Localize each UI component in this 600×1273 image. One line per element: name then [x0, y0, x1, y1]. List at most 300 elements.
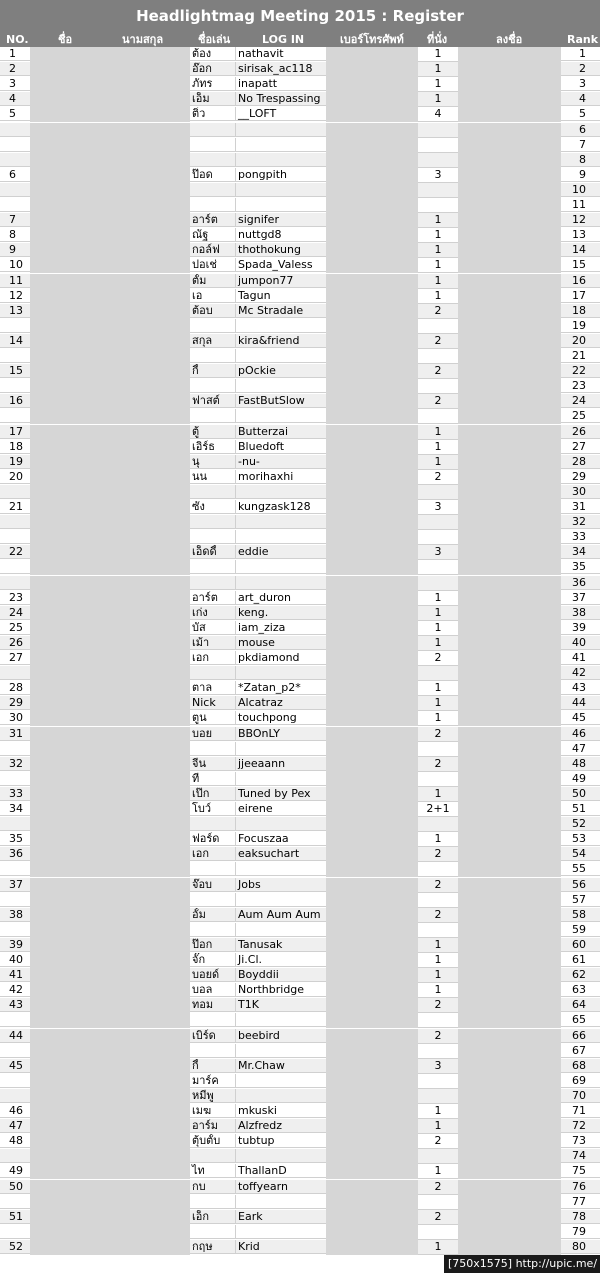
table-row: [0, 77, 600, 92]
seats-cell: [418, 1044, 458, 1059]
table-row: [0, 183, 600, 198]
phone-cell: [326, 349, 418, 364]
login-cell: [236, 742, 326, 756]
seats-cell: [418, 530, 458, 545]
phone-cell: [326, 530, 418, 545]
row-number-cell: 50: [0, 1180, 30, 1194]
row-number-cell: [0, 742, 30, 756]
seats-cell: 1: [418, 228, 458, 243]
nickname-cell: มาร์ค: [190, 1074, 236, 1088]
login-cell: jjeeaann: [236, 757, 326, 771]
name-cell: [30, 560, 190, 575]
sign-cell: [458, 77, 561, 92]
row-number-cell: 20: [0, 470, 30, 484]
seats-cell: [418, 379, 458, 394]
seats-cell: [418, 817, 458, 832]
name-cell: [30, 787, 190, 802]
phone-cell: [326, 500, 418, 515]
table-row: [0, 47, 600, 62]
seats-cell: [418, 485, 458, 500]
sign-cell: [458, 1240, 561, 1255]
rank-cell: 54: [561, 847, 600, 861]
sign-cell: [458, 832, 561, 847]
phone-cell: [326, 62, 418, 77]
login-cell: mouse: [236, 636, 326, 650]
phone-cell: [326, 138, 418, 153]
nickname-cell: ที: [190, 772, 236, 786]
phone-cell: [326, 666, 418, 681]
row-number-cell: 28: [0, 681, 30, 695]
name-cell: [30, 379, 190, 394]
nickname-cell: เอ็ดดี้: [190, 545, 236, 559]
table-row: [0, 168, 600, 183]
rank-cell: 80: [561, 1240, 600, 1254]
login-cell: Bluedoft: [236, 440, 326, 454]
seats-cell: [418, 183, 458, 198]
rank-cell: 46: [561, 727, 600, 741]
nickname-cell: อั้ม: [190, 908, 236, 922]
phone-cell: [326, 847, 418, 862]
sign-cell: [458, 258, 561, 273]
nickname-cell: ทอม: [190, 998, 236, 1012]
name-cell: [30, 258, 190, 273]
rank-cell: 52: [561, 817, 600, 831]
rank-cell: 15: [561, 258, 600, 272]
name-cell: [30, 711, 190, 726]
table-row: [0, 1180, 600, 1195]
phone-cell: [326, 878, 418, 893]
sign-cell: [458, 636, 561, 651]
phone-cell: [326, 1225, 418, 1240]
nickname-cell: [190, 1195, 236, 1209]
table-row: [0, 847, 600, 862]
name-cell: [30, 1044, 190, 1059]
nickname-cell: ตูน: [190, 711, 236, 725]
row-number-cell: 3: [0, 77, 30, 91]
sign-cell: [458, 409, 561, 424]
seats-cell: 1: [418, 455, 458, 470]
name-cell: [30, 862, 190, 877]
name-cell: [30, 500, 190, 515]
row-number-cell: 44: [0, 1029, 30, 1043]
rank-cell: 71: [561, 1104, 600, 1118]
sign-cell: [458, 1119, 561, 1134]
sign-cell: [458, 274, 561, 289]
rank-cell: 2: [561, 62, 600, 76]
row-number-cell: [0, 1089, 30, 1103]
phone-cell: [326, 515, 418, 530]
rank-cell: 11: [561, 198, 600, 212]
login-cell: touchpong: [236, 711, 326, 725]
row-number-cell: 10: [0, 258, 30, 272]
phone-cell: [326, 1059, 418, 1074]
name-cell: [30, 1029, 190, 1044]
sign-cell: [458, 847, 561, 862]
nickname-cell: จ๊อบ: [190, 878, 236, 892]
sign-cell: [458, 1210, 561, 1225]
seats-cell: 1: [418, 621, 458, 636]
table-row: [0, 742, 600, 757]
phone-cell: [326, 893, 418, 908]
login-cell: kungzask128: [236, 500, 326, 514]
login-cell: Boyddii: [236, 968, 326, 982]
phone-cell: [326, 289, 418, 304]
row-number-cell: [0, 409, 30, 423]
phone-cell: [326, 1013, 418, 1028]
login-cell: [236, 379, 326, 393]
phone-cell: [326, 545, 418, 560]
rank-cell: 50: [561, 787, 600, 801]
nickname-cell: เอิร์ธ: [190, 440, 236, 454]
row-number-cell: [0, 123, 30, 137]
name-cell: [30, 289, 190, 304]
login-cell: mkuski: [236, 1104, 326, 1118]
row-number-cell: 12: [0, 289, 30, 303]
seats-cell: 2: [418, 727, 458, 742]
seats-cell: 1: [418, 953, 458, 968]
rank-cell: 56: [561, 878, 600, 892]
sign-cell: [458, 983, 561, 998]
sign-cell: [458, 1044, 561, 1059]
login-cell: Butterzai: [236, 425, 326, 439]
row-number-cell: 2: [0, 62, 30, 76]
row-number-cell: [0, 666, 30, 680]
seats-cell: 2: [418, 651, 458, 666]
name-cell: [30, 666, 190, 681]
nickname-cell: บอล: [190, 983, 236, 997]
sign-cell: [458, 153, 561, 168]
row-number-cell: 34: [0, 802, 30, 816]
name-cell: [30, 62, 190, 77]
login-cell: [236, 1225, 326, 1239]
login-cell: Tanusak: [236, 938, 326, 952]
table-row: [0, 379, 600, 394]
seats-cell: 2+1: [418, 802, 458, 817]
row-number-cell: [0, 319, 30, 333]
name-cell: [30, 576, 190, 591]
sign-cell: [458, 379, 561, 394]
name-cell: [30, 319, 190, 334]
rank-cell: 44: [561, 696, 600, 710]
row-number-cell: 32: [0, 757, 30, 771]
phone-cell: [326, 168, 418, 183]
rank-cell: 40: [561, 636, 600, 650]
rank-cell: 29: [561, 470, 600, 484]
sign-cell: [458, 666, 561, 681]
phone-cell: [326, 742, 418, 757]
header-login: LOG IN: [262, 33, 305, 46]
seats-cell: 1: [418, 1240, 458, 1255]
sign-cell: [458, 968, 561, 983]
rank-cell: 67: [561, 1044, 600, 1058]
table-row: [0, 289, 600, 304]
name-cell: [30, 77, 190, 92]
nickname-cell: จีน: [190, 757, 236, 771]
nickname-cell: ตู้: [190, 425, 236, 439]
table-row: [0, 1029, 600, 1044]
table-row: [0, 409, 600, 424]
seats-cell: [418, 153, 458, 168]
phone-cell: [326, 908, 418, 923]
sign-cell: [458, 1180, 561, 1195]
name-cell: [30, 893, 190, 908]
nickname-cell: [190, 862, 236, 876]
seats-cell: 1: [418, 696, 458, 711]
name-cell: [30, 772, 190, 787]
phone-cell: [326, 485, 418, 500]
phone-cell: [326, 213, 418, 228]
rank-cell: 5: [561, 107, 600, 121]
phone-cell: [326, 817, 418, 832]
rank-cell: 57: [561, 893, 600, 907]
sign-cell: [458, 1029, 561, 1044]
seats-cell: 1: [418, 62, 458, 77]
login-cell: kira&friend: [236, 334, 326, 348]
sign-cell: [458, 1149, 561, 1164]
phone-cell: [326, 394, 418, 409]
table-row: [0, 455, 600, 470]
table-row: [0, 1195, 600, 1210]
row-number-cell: 26: [0, 636, 30, 650]
rank-cell: 63: [561, 983, 600, 997]
login-cell: [236, 138, 326, 152]
row-number-cell: [0, 576, 30, 590]
sign-cell: [458, 530, 561, 545]
seats-cell: 2: [418, 757, 458, 772]
rank-cell: 72: [561, 1119, 600, 1133]
name-cell: [30, 123, 190, 138]
login-cell: [236, 1044, 326, 1058]
header-rank: Rank: [567, 33, 599, 46]
row-number-cell: [0, 1013, 30, 1027]
table-row: [0, 500, 600, 515]
seats-cell: [418, 409, 458, 424]
table-row: [0, 258, 600, 273]
phone-cell: [326, 107, 418, 122]
seats-cell: 1: [418, 92, 458, 107]
nickname-cell: อาร์ต: [190, 213, 236, 227]
row-number-cell: 8: [0, 228, 30, 242]
login-cell: [236, 198, 326, 212]
phone-cell: [326, 1074, 418, 1089]
table-row: [0, 394, 600, 409]
row-number-cell: 22: [0, 545, 30, 559]
row-number-cell: 1: [0, 47, 30, 61]
nickname-cell: ปอเช่: [190, 258, 236, 272]
table-row: [0, 213, 600, 228]
row-number-cell: 35: [0, 832, 30, 846]
table-row: [0, 606, 600, 621]
rank-cell: 28: [561, 455, 600, 469]
sign-cell: [458, 198, 561, 213]
seats-cell: [418, 560, 458, 575]
name-cell: [30, 1104, 190, 1119]
nickname-cell: [190, 138, 236, 152]
phone-cell: [326, 258, 418, 273]
table-row: [0, 138, 600, 153]
seats-cell: 3: [418, 500, 458, 515]
header-last-name: นามสกุล: [122, 33, 164, 46]
name-cell: [30, 923, 190, 938]
nickname-cell: สกุล: [190, 334, 236, 348]
login-cell: __LOFT: [236, 107, 326, 121]
table-row: [0, 666, 600, 681]
row-number-cell: 7: [0, 213, 30, 227]
rank-cell: 61: [561, 953, 600, 967]
login-cell: [236, 560, 326, 574]
rank-cell: 49: [561, 772, 600, 786]
seats-cell: [418, 198, 458, 213]
name-cell: [30, 1149, 190, 1164]
phone-cell: [326, 77, 418, 92]
name-cell: [30, 530, 190, 545]
name-cell: [30, 228, 190, 243]
phone-cell: [326, 560, 418, 575]
seats-cell: 1: [418, 681, 458, 696]
row-number-cell: 5: [0, 107, 30, 121]
row-number-cell: [0, 183, 30, 197]
nickname-cell: [190, 923, 236, 937]
sign-cell: [458, 1225, 561, 1240]
nickname-cell: หมีพู: [190, 1089, 236, 1103]
sign-cell: [458, 938, 561, 953]
sign-cell: [458, 742, 561, 757]
sign-cell: [458, 681, 561, 696]
nickname-cell: [190, 319, 236, 333]
sign-cell: [458, 334, 561, 349]
name-cell: [30, 696, 190, 711]
name-cell: [30, 485, 190, 500]
sign-cell: [458, 606, 561, 621]
name-cell: [30, 243, 190, 258]
sign-cell: [458, 908, 561, 923]
row-number-cell: 42: [0, 983, 30, 997]
sign-cell: [458, 138, 561, 153]
phone-cell: [326, 1210, 418, 1225]
rank-cell: 14: [561, 243, 600, 257]
nickname-cell: ซัง: [190, 500, 236, 514]
row-number-cell: 13: [0, 304, 30, 318]
nickname-cell: เอ: [190, 289, 236, 303]
row-number-cell: 43: [0, 998, 30, 1012]
table-row: [0, 530, 600, 545]
table-row: [0, 832, 600, 847]
rank-cell: 53: [561, 832, 600, 846]
name-cell: [30, 847, 190, 862]
nickname-cell: ฟาสต์: [190, 394, 236, 408]
seats-cell: [418, 1195, 458, 1210]
seats-cell: 1: [418, 968, 458, 983]
row-number-cell: 49: [0, 1164, 30, 1178]
name-cell: [30, 1240, 190, 1255]
name-cell: [30, 636, 190, 651]
rank-cell: 34: [561, 545, 600, 559]
sign-cell: [458, 92, 561, 107]
rank-cell: 76: [561, 1180, 600, 1194]
seats-cell: [418, 1149, 458, 1164]
rank-cell: 1: [561, 47, 600, 61]
login-cell: ThallanD: [236, 1164, 326, 1178]
sign-cell: [458, 711, 561, 726]
row-number-cell: [0, 515, 30, 529]
sign-cell: [458, 213, 561, 228]
seats-cell: [418, 515, 458, 530]
seats-cell: 1: [418, 606, 458, 621]
nickname-cell: เม้า: [190, 636, 236, 650]
nickname-cell: Nick: [190, 696, 236, 710]
table-row: [0, 107, 600, 122]
name-cell: [30, 1134, 190, 1149]
header-nickname: ชื่อเล่น: [198, 33, 231, 46]
rank-cell: 27: [561, 440, 600, 454]
row-number-cell: 17: [0, 425, 30, 439]
seats-cell: 1: [418, 243, 458, 258]
phone-cell: [326, 123, 418, 138]
seats-cell: [418, 893, 458, 908]
rank-cell: 8: [561, 153, 600, 167]
nickname-cell: [190, 349, 236, 363]
name-cell: [30, 107, 190, 122]
table-row: [0, 228, 600, 243]
nickname-cell: [190, 1044, 236, 1058]
nickname-cell: นน: [190, 470, 236, 484]
nickname-cell: [190, 409, 236, 423]
phone-cell: [326, 998, 418, 1013]
rank-cell: 42: [561, 666, 600, 680]
login-cell: [236, 893, 326, 907]
login-cell: [236, 1074, 326, 1088]
header-seats: ที่นั่ง: [427, 33, 448, 46]
sign-cell: [458, 923, 561, 938]
phone-cell: [326, 364, 418, 379]
login-cell: eaksuchart: [236, 847, 326, 861]
nickname-cell: อาร์ต: [190, 591, 236, 605]
sign-cell: [458, 1104, 561, 1119]
name-cell: [30, 727, 190, 742]
table-row: [0, 319, 600, 334]
name-cell: [30, 92, 190, 107]
name-cell: [30, 953, 190, 968]
phone-cell: [326, 681, 418, 696]
rank-cell: 19: [561, 319, 600, 333]
phone-cell: [326, 1240, 418, 1255]
seats-cell: [418, 1225, 458, 1240]
phone-cell: [326, 636, 418, 651]
phone-cell: [326, 953, 418, 968]
table-row: [0, 696, 600, 711]
sign-cell: [458, 772, 561, 787]
row-number-cell: [0, 560, 30, 574]
nickname-cell: ต้อง: [190, 47, 236, 61]
row-number-cell: 39: [0, 938, 30, 952]
sign-cell: [458, 998, 561, 1013]
nickname-cell: เอก: [190, 651, 236, 665]
row-number-cell: 27: [0, 651, 30, 665]
nickname-cell: เป๊ก: [190, 787, 236, 801]
table-row: [0, 198, 600, 213]
login-cell: Focuszaa: [236, 832, 326, 846]
nickname-cell: อาร์ม: [190, 1119, 236, 1133]
login-cell: Alcatraz: [236, 696, 326, 710]
table-row: [0, 470, 600, 485]
table-row: [0, 1225, 600, 1240]
name-cell: [30, 274, 190, 289]
rank-cell: 59: [561, 923, 600, 937]
table-row: [0, 968, 600, 983]
name-cell: [30, 1013, 190, 1028]
page-title: Headlightmag Meeting 2015 : Register: [0, 0, 600, 32]
sign-cell: [458, 1013, 561, 1028]
